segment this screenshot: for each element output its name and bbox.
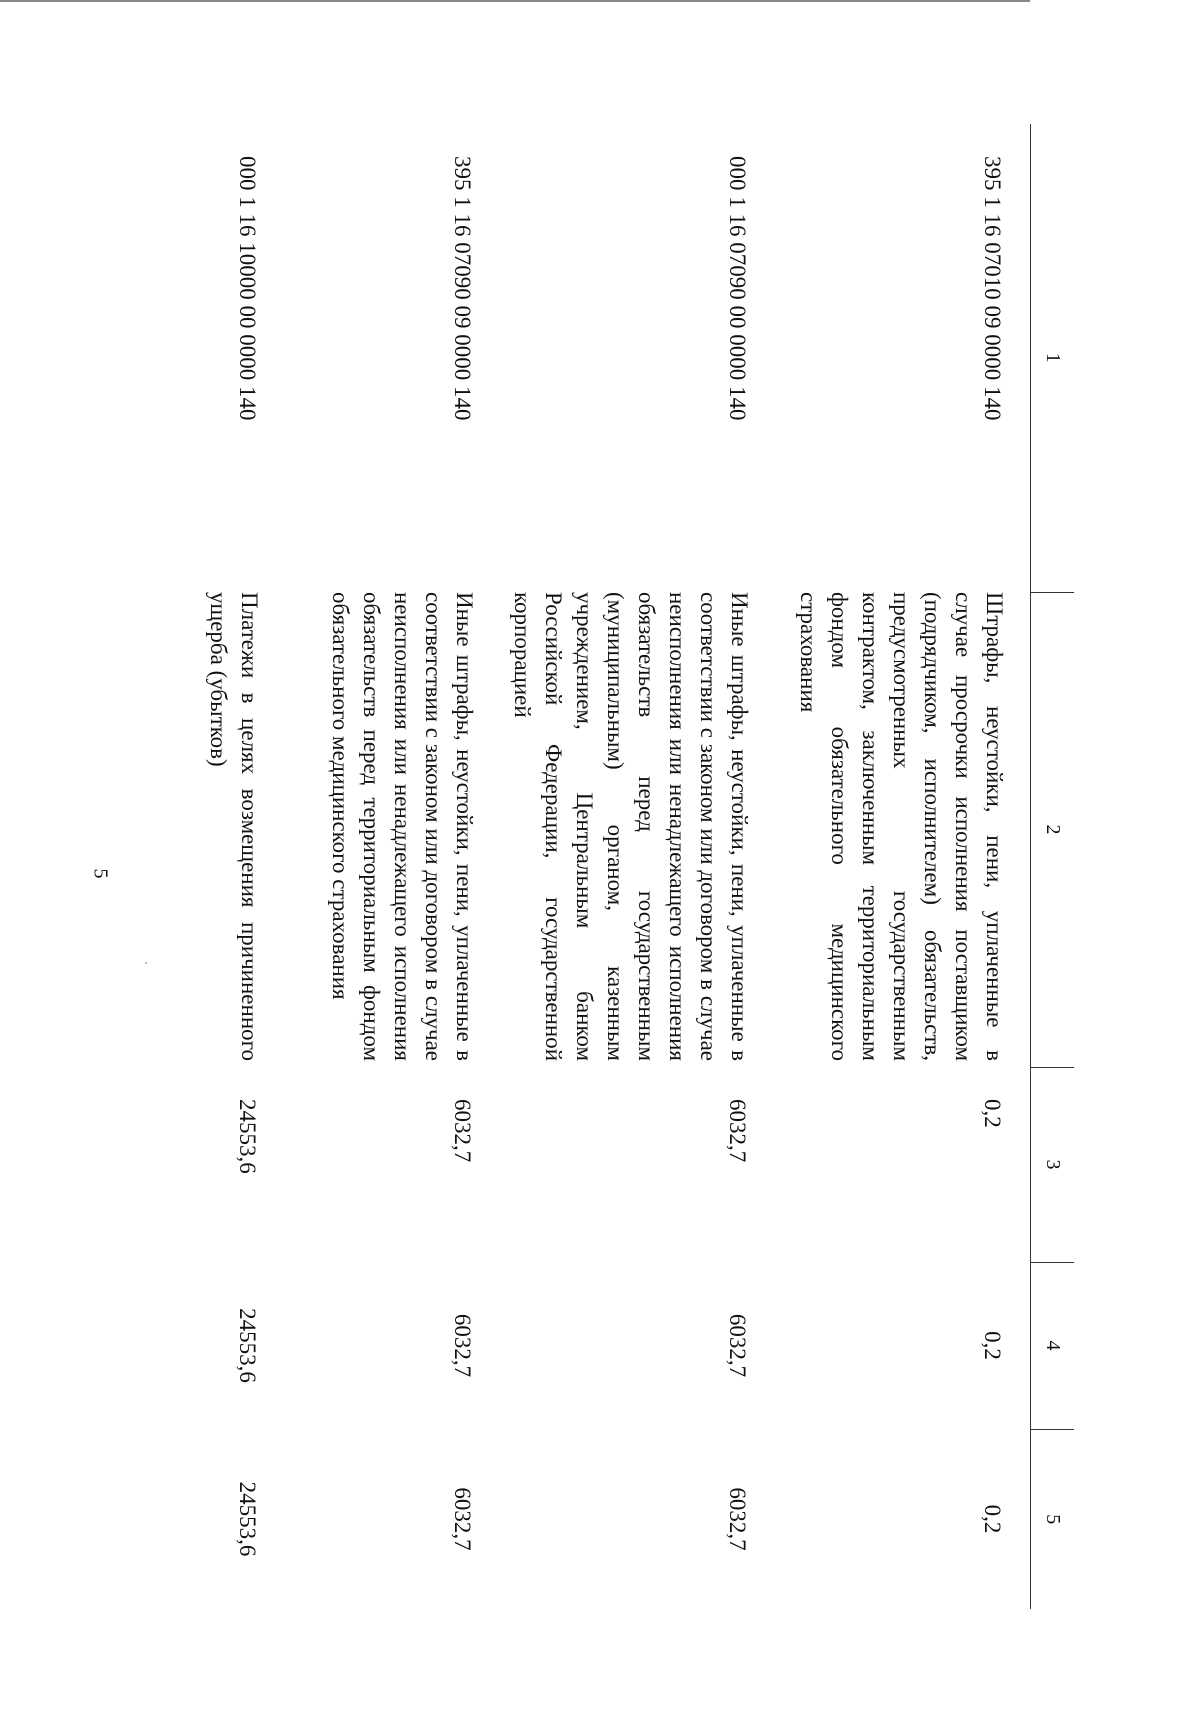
row-value-col4: 24553,6 xyxy=(235,1308,261,1383)
row-description: Иные штрафы, неустойки, пени, уплаченные в соответствии с законом или договором в случае неисполнения или ненадлежащего исполнения обязательств перед государственным (муниципальным) органом, казенным учреждением, Центральным банком Российской Федерации, государственной корпорацией xyxy=(510,592,753,1061)
header-col-5: 5 xyxy=(1031,1429,1075,1609)
row-value-col3: 24553,6 xyxy=(235,1099,261,1174)
row-value-col5: 0,2 xyxy=(980,1504,1005,1534)
revenue-table xyxy=(204,0,1075,1716)
table-row xyxy=(776,0,1031,1716)
row-value-col3: 6032,7 xyxy=(450,1099,476,1163)
row-value-col5: 6032,7 xyxy=(725,1487,751,1551)
row-value-col5: 24553,6 xyxy=(235,1481,261,1557)
rotated-table-frame xyxy=(189,0,1074,1716)
row-value-col3: 6032,7 xyxy=(725,1099,751,1163)
row-code: 000 1 16 10000 00 0000 140 xyxy=(235,156,261,421)
row-description: Штрафы, неустойки, пени, уплаченные в случае просрочки исполнения поставщиком (подрядчиком, исполнителем) обязательств, предусмотренных государственным контрактом, заключенным территориальным фондом обязательного медицинского страхования xyxy=(796,592,1007,1061)
table-header-row xyxy=(1031,0,1075,1716)
page-number: 5 xyxy=(89,868,112,879)
row-value-col3: 0,2 xyxy=(980,1099,1005,1128)
row-code: 000 1 16 07090 00 0000 140 xyxy=(725,156,751,421)
row-code: 395 1 16 07090 09 0000 140 xyxy=(450,156,476,421)
header-col-4: 4 xyxy=(1031,1262,1075,1429)
row-description: Иные штрафы, неустойки, пени, уплаченные в соответствии с законом или договором в случае неисполнения или ненадлежащего исполнения обязательств перед территориальным фондом обязательного медицинского страхования xyxy=(328,592,478,1061)
row-value-col4: 6032,7 xyxy=(450,1313,476,1378)
row-description: Платежи в целях возмещения причиненного ущерба (убытков) xyxy=(206,592,263,1061)
row-value-col4: 0,2 xyxy=(980,1331,1005,1360)
table-row xyxy=(501,0,776,1716)
row-value-col4: 6032,7 xyxy=(725,1313,751,1378)
table-row xyxy=(286,0,501,1716)
row-code: 395 1 16 07010 09 0000 140 xyxy=(980,156,1005,421)
table-row xyxy=(204,0,286,1716)
header-col-1: 1 xyxy=(1031,124,1075,592)
scan-speck xyxy=(145,962,147,964)
header-spacer xyxy=(1031,1609,1075,1716)
row-value-col5: 6032,7 xyxy=(450,1487,476,1551)
header-spacer xyxy=(1031,0,1075,124)
header-col-2: 2 xyxy=(1031,592,1075,1067)
header-col-3: 3 xyxy=(1031,1067,1075,1262)
